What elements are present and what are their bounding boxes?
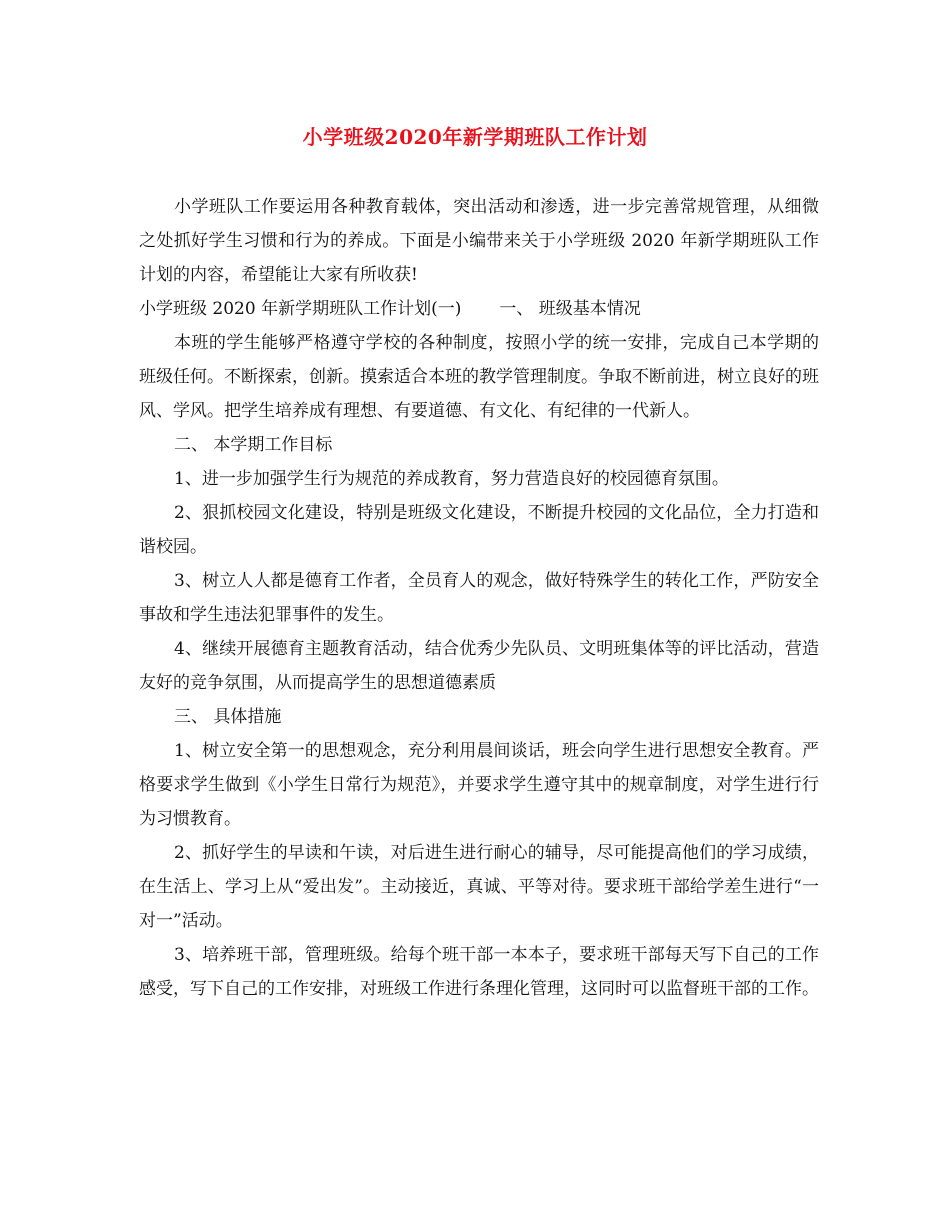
section3-item: 3、培养班干部，管理班级。给每个班干部一本本子，要求班干部每天写下自己的工作感受，写下自己的工作安排，对班级工作进行条理化管理，这同时可以监督班干部的工作。: [139, 945, 819, 999]
section2-item: 3、树立人人都是德育工作者，全员育人的观念，做好特殊学生的转化工作，严防安全事故和学生违法犯罪事件的发生。: [139, 571, 819, 625]
intro-paragraph: 小学班队工作要运用各种教育载体，突出活动和渗透，进一步完善常规管理，从细微之处抓好学生习惯和行为的养成。下面是小编带来关于小学班级 2020 年新学期班队工作计划的内容，希望能让大家有所收获!: [139, 197, 819, 285]
document-title: 小学班级2020年新学期班队工作计划: [302, 125, 648, 149]
section3-item: 2、抓好学生的早读和午读，对后进生进行耐心的辅导，尽可能提高他们的学习成绩，在生活上、学习上从“爱出发”。主动接近，真诚、平等对待。要求班干部给学差生进行“一对一”活动。: [139, 843, 819, 931]
section3-heading: 三、 具体措施: [174, 707, 282, 727]
document-body: [139, 190, 819, 1006]
plan-heading: 小学班级 2020 年新学期班队工作计划(一): [139, 299, 462, 319]
section1-heading: 一、 班级基本情况: [499, 299, 641, 319]
section1-paragraph: 本班的学生能够严格遵守学校的各种制度，按照小学的统一安排，完成自己本学期的班级任何。不断探索，创新。摸索适合本班的教学管理制度。争取不断前进，树立良好的班风、学风。把学生培养成有理想、有要道德、有文化、有纪律的一代新人。: [139, 333, 819, 421]
section2-item: 2、狠抓校园文化建设，特别是班级文化建设，不断提升校园的文化品位，全力打造和谐校园。: [139, 503, 819, 557]
plan-heading-line: [139, 292, 819, 326]
section2-item: 1、进一步加强学生行为规范的养成教育，努力营造良好的校园德育氛围。: [174, 469, 729, 489]
section2-item: 4、继续开展德育主题教育活动，结合优秀少先队员、文明班集体等的评比活动，营造友好的竞争氛围，从而提高学生的思想道德素质: [139, 639, 819, 693]
section2-heading: 二、 本学期工作目标: [174, 435, 333, 455]
section3-item: 1、树立安全第一的思想观念，充分利用晨间谈话，班会向学生进行思想安全教育。严格要求学生做到《小学生日常行为规范》，并要求学生遵守其中的规章制度，对学生进行行为习惯教育。: [139, 741, 819, 829]
